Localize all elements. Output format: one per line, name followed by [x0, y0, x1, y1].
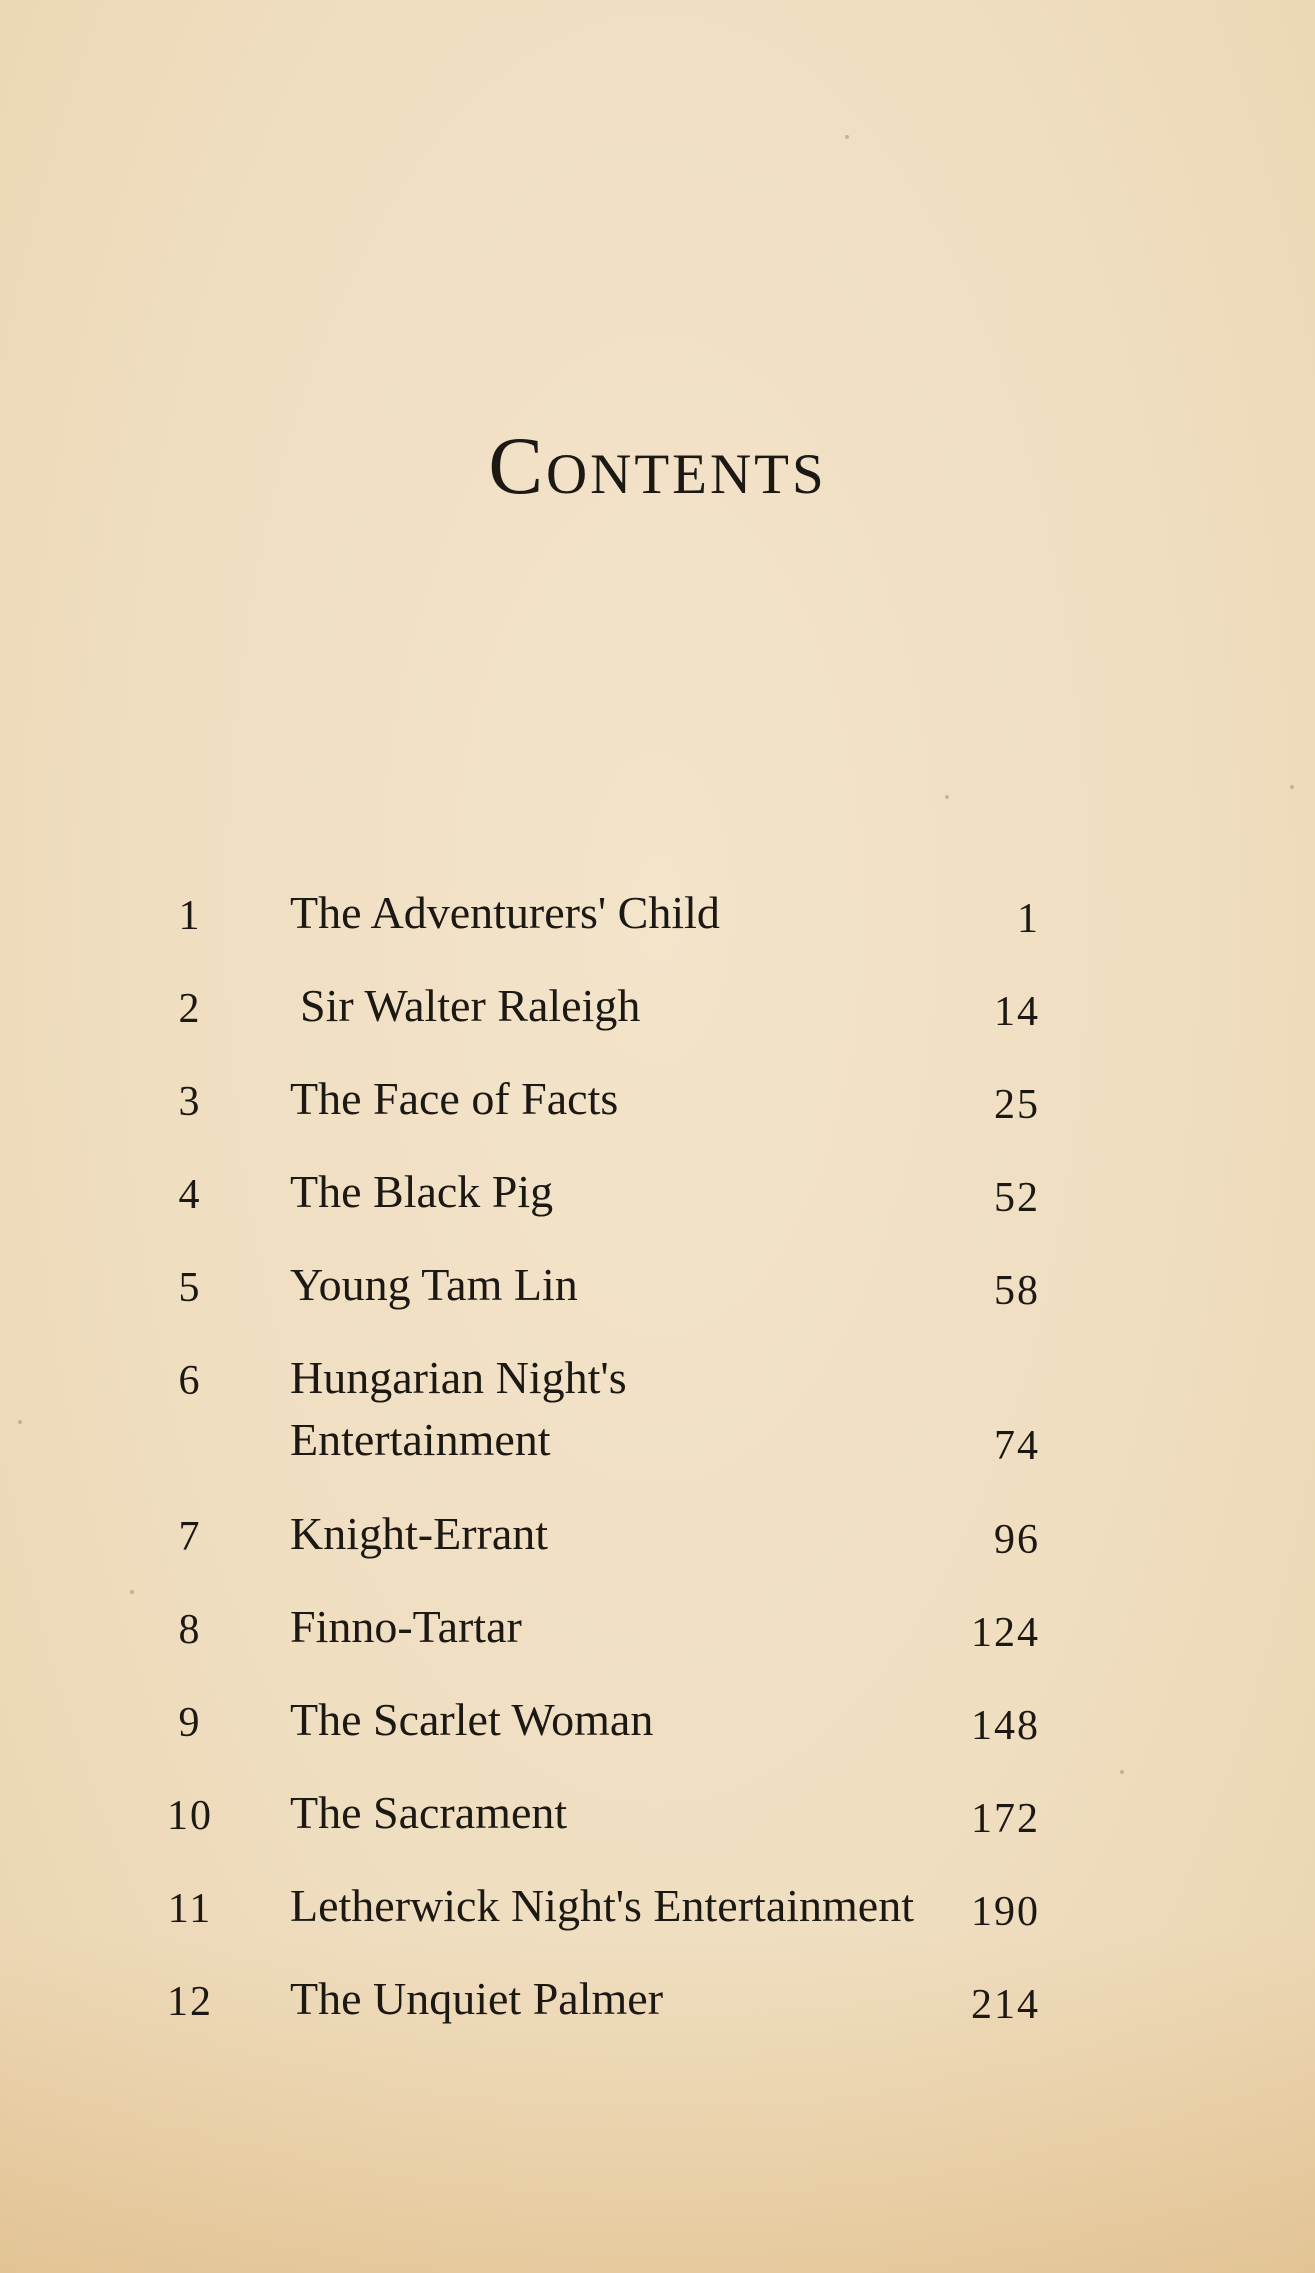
chapter-title: The Unquiet Palmer	[290, 1973, 664, 2024]
toc-entry	[0, 1594, 1315, 1687]
chapter-title: Letherwick Night's Entertainment	[290, 1880, 914, 1931]
toc-entry	[0, 1345, 1315, 1501]
paper-speck	[945, 795, 949, 799]
chapter-number: 7	[178, 1514, 202, 1560]
chapter-number: 12	[167, 1979, 213, 2025]
chapter-title: Sir Walter Raleigh	[300, 980, 641, 1031]
page-number: 214	[971, 1982, 1040, 2028]
page-number: 74	[994, 1423, 1040, 1469]
toc-entry	[0, 1780, 1315, 1873]
toc-entry	[0, 1066, 1315, 1159]
chapter-title: The Scarlet Woman	[290, 1694, 654, 1745]
toc-entry	[0, 880, 1315, 973]
page-number: 148	[971, 1703, 1040, 1749]
chapter-number: 3	[178, 1079, 202, 1125]
chapter-number: 4	[178, 1172, 202, 1218]
chapter-number: 2	[178, 986, 202, 1032]
chapter-title: Finno-Tartar	[290, 1601, 522, 1652]
chapter-title: The Adventurers' Child	[290, 887, 720, 938]
chapter-number: 11	[167, 1886, 213, 1932]
chapter-title: Hungarian Night's Entertainment	[290, 1352, 627, 1465]
chapter-number: 8	[178, 1607, 202, 1653]
chapter-title: The Face of Facts	[290, 1073, 619, 1124]
chapter-title: Young Tam Lin	[290, 1259, 578, 1310]
page-number: 58	[994, 1268, 1040, 1314]
chapter-title: Knight-Errant	[290, 1508, 549, 1559]
page-number: 25	[994, 1082, 1040, 1128]
page-number: 1	[1017, 896, 1040, 942]
chapter-number: 1	[178, 893, 202, 939]
chapter-number: 10	[167, 1793, 213, 1839]
toc-entry	[0, 1159, 1315, 1252]
toc-entry	[0, 1687, 1315, 1780]
paper-speck	[1290, 785, 1294, 789]
chapter-title: The Sacrament	[290, 1787, 568, 1838]
toc-entry	[0, 1252, 1315, 1345]
toc-entry	[0, 1873, 1315, 1966]
toc-entry	[0, 973, 1315, 1066]
page-number: 52	[994, 1175, 1040, 1221]
paper-speck	[18, 1420, 22, 1424]
chapter-number: 5	[178, 1265, 202, 1311]
toc-entry	[0, 1966, 1315, 2059]
table-of-contents	[0, 880, 1315, 2059]
page-title: Contents	[488, 420, 827, 511]
chapter-number: 9	[178, 1700, 202, 1746]
page-number: 190	[971, 1889, 1040, 1935]
page-number: 96	[994, 1517, 1040, 1563]
chapter-title: The Black Pig	[290, 1166, 554, 1217]
page-number: 124	[971, 1610, 1040, 1656]
paper-speck	[1120, 1770, 1124, 1774]
chapter-number: 6	[178, 1358, 202, 1404]
page-number: 172	[971, 1796, 1040, 1842]
page-number: 14	[994, 989, 1040, 1035]
toc-entry	[0, 1501, 1315, 1594]
paper-speck	[845, 135, 849, 139]
paper-speck	[130, 1590, 134, 1594]
